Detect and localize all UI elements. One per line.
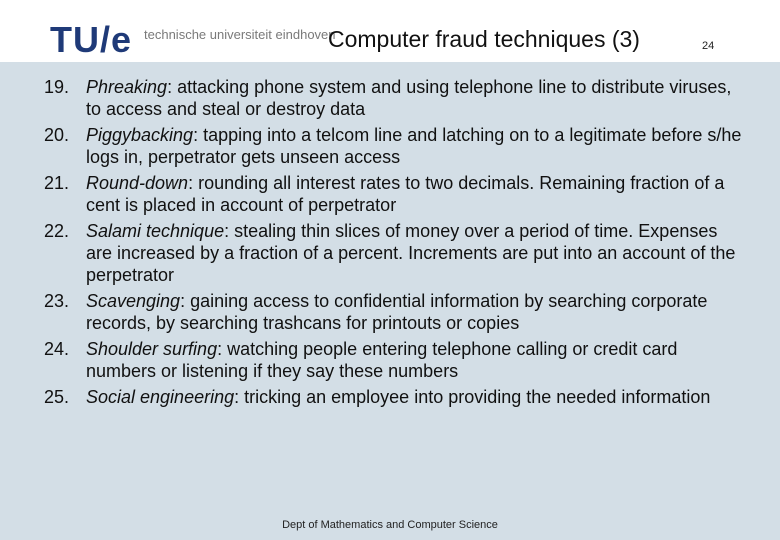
item-number: 24.	[44, 339, 70, 359]
item-number: 22.	[44, 221, 70, 241]
slide-footer: Dept of Mathematics and Computer Science	[282, 519, 498, 531]
list-item	[44, 220, 744, 286]
list-item	[44, 172, 744, 216]
item-text: : attacking phone system and using telephone line to distribute viruses, to access and steal or destroy data	[86, 77, 732, 119]
list-item	[44, 338, 744, 382]
list-item	[44, 124, 744, 168]
slide-title: Computer fraud techniques (3)	[328, 26, 640, 52]
list-item	[44, 290, 744, 334]
item-number: 23.	[44, 291, 70, 311]
item-term: Salami technique	[86, 221, 225, 241]
university-name: technische universiteit eindhoven	[144, 27, 336, 42]
item-text: : watching people entering telephone calling or credit card numbers or listening if they say these numbers	[86, 339, 678, 381]
item-number: 21.	[44, 173, 70, 193]
fraud-technique-list	[44, 76, 744, 412]
item-text: : tricking an employee into providing the needed information	[234, 387, 711, 407]
item-number: 20.	[44, 125, 70, 145]
list-item	[44, 386, 744, 408]
item-text: : tapping into a telcom line and latching on to a legitimate before s/he logs in, perpetrator gets unseen access	[86, 125, 742, 167]
item-term: Piggybacking	[86, 125, 194, 145]
item-number: 25.	[44, 387, 70, 407]
item-text: : rounding all interest rates to two decimals. Remaining fraction of a cent is placed in account of perpetrator	[86, 173, 725, 215]
page-number: 24	[702, 40, 715, 52]
item-term: Scavenging	[86, 291, 181, 311]
item-term: Shoulder surfing	[86, 339, 218, 359]
item-number: 19.	[44, 77, 70, 97]
tue-logo: TU/e	[50, 19, 133, 60]
item-term: Phreaking	[86, 77, 168, 97]
list-item	[44, 76, 744, 120]
item-text: : stealing thin slices of money over a period of time. Expenses are increased by a fraction of a percent. Increments are put into an account of the perpetrator	[86, 221, 736, 285]
item-text: : gaining access to confidential information by searching corporate records, by searching trashcans for printouts or copies	[86, 291, 708, 333]
item-term: Social engineering	[86, 387, 235, 407]
item-term: Round-down	[86, 173, 189, 193]
slide-header	[0, 0, 780, 62]
